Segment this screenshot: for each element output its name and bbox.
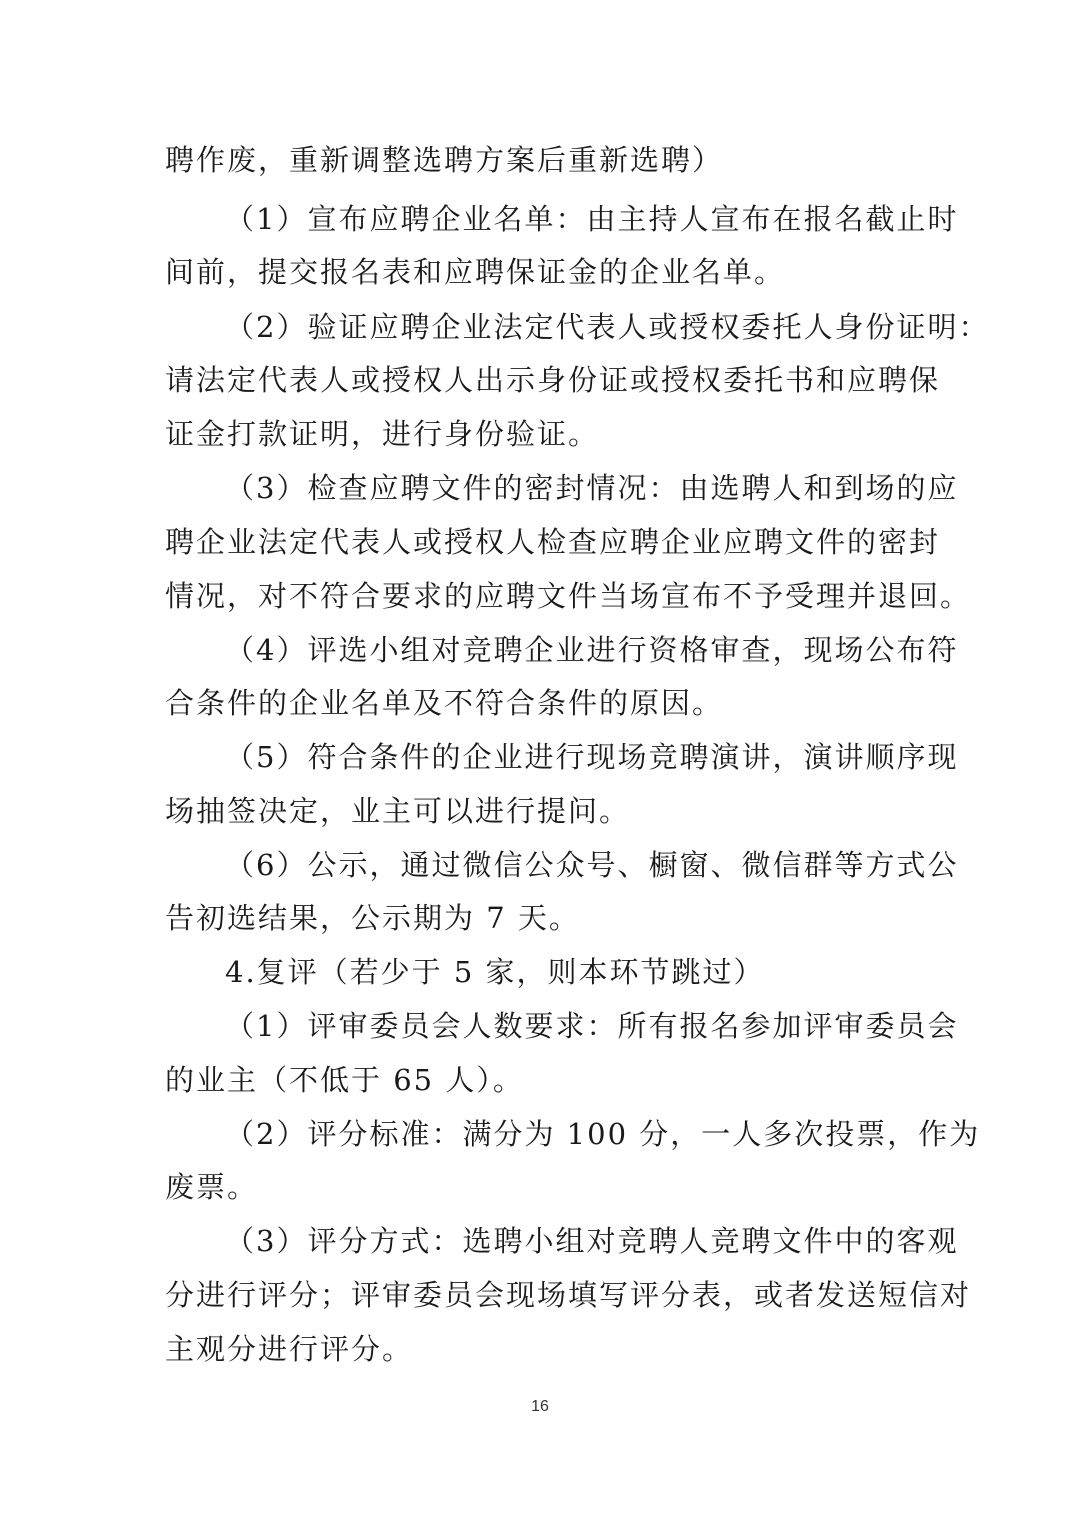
- page-number: 16: [531, 1398, 549, 1415]
- text-line: （3）检查应聘文件的密封情况：由选聘人和到场的应: [225, 471, 959, 505]
- text-line: 合条件的企业名单及不符合条件的原因。: [165, 686, 724, 720]
- text-line: 场抽签决定，业主可以进行提问。: [165, 794, 631, 828]
- text-line: 聘企业法定代表人或授权人检查应聘企业应聘文件的密封: [165, 525, 941, 559]
- text-line: 废票。: [165, 1170, 259, 1204]
- text-line: 证金打款证明，进行身份验证。: [165, 417, 600, 451]
- text-line: （1）宣布应聘企业名单：由主持人宣布在报名截止时: [225, 202, 959, 236]
- text-line: （2）评分标准：满分为 100 分，一人多次投票，作为: [225, 1117, 981, 1151]
- text-line: 间前，提交报名表和应聘保证金的企业名单。: [165, 255, 786, 289]
- text-line: 主观分进行评分。: [165, 1332, 414, 1366]
- text-line: （2）验证应聘企业法定代表人或授权委托人身份证明：: [225, 310, 990, 344]
- text-line: 告初选结果，公示期为 7 天。: [165, 901, 580, 935]
- text-line: 聘作废，重新调整选聘方案后重新选聘）: [165, 143, 724, 177]
- text-line: 分进行评分；评审委员会现场填写评分表，或者发送短信对: [165, 1278, 972, 1312]
- text-line: 情况，对不符合要求的应聘文件当场宣布不予受理并退回。: [165, 579, 972, 613]
- text-line: （3）评分方式：选聘小组对竞聘人竞聘文件中的客观: [225, 1224, 959, 1258]
- text-line: 请法定代表人或授权人出示身份证或授权委托书和应聘保: [165, 363, 941, 397]
- text-line: （1）评审委员会人数要求：所有报名参加评审委员会: [225, 1009, 959, 1043]
- text-line: 的业主（不低于 65 人）。: [165, 1063, 524, 1097]
- text-line: （6）公示，通过微信公众号、橱窗、微信群等方式公: [225, 848, 959, 882]
- text-line: 4.复评（若少于 5 家，则本环节跳过）: [225, 955, 765, 989]
- text-line: （5）符合条件的企业进行现场竞聘演讲，演讲顺序现: [225, 740, 959, 774]
- text-line: （4）评选小组对竞聘企业进行资格审查，现场公布符: [225, 633, 959, 667]
